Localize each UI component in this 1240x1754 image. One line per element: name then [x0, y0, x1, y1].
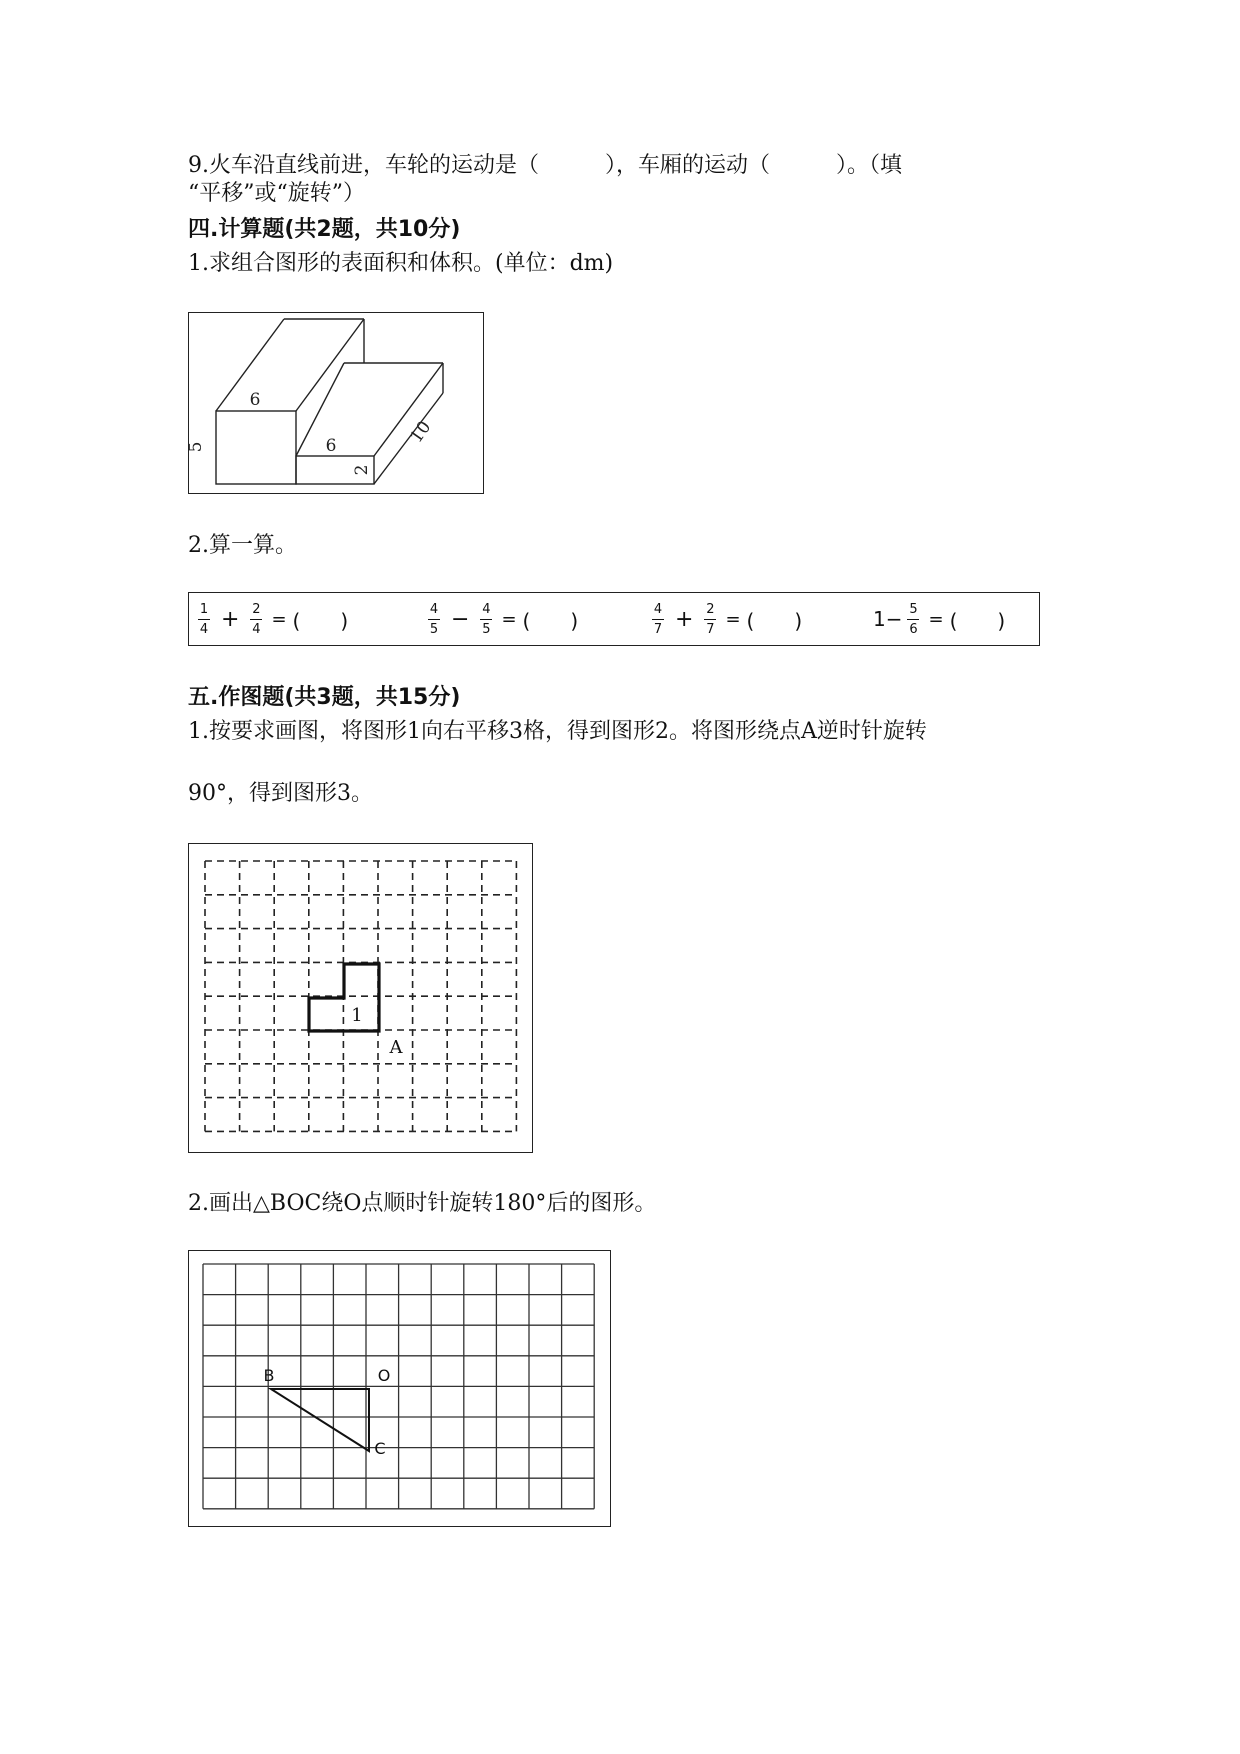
operator: −: [451, 606, 470, 632]
triangle-boc[interactable]: [271, 1389, 369, 1451]
rotation-grid-figure: [188, 1250, 611, 1527]
equals-sign: =: [271, 608, 287, 630]
fraction: $\frac{1}{4}$: [199, 601, 209, 637]
label-c: C: [374, 1439, 386, 1458]
answer-blank[interactable]: ( ): [292, 608, 349, 633]
section5-q1-line1: 1.按要求画图，将图形1向右平移3格，得到图形2。将图形绕点A逆时针旋转: [188, 719, 927, 744]
dim-depth: 10: [406, 417, 436, 447]
answer-blank[interactable]: ( ): [949, 608, 1006, 633]
equation-3: [649, 593, 802, 645]
fraction: $\frac{4}{5}$: [429, 601, 439, 637]
translation-rotation-grid-figure: [188, 843, 533, 1153]
combined-shape-drawing: [186, 313, 485, 495]
equals-sign: =: [928, 608, 944, 630]
equals-sign: =: [725, 608, 741, 630]
fraction: $\frac{2}{4}$: [252, 601, 261, 637]
operator: +: [221, 606, 240, 632]
equals-sign: =: [501, 608, 517, 630]
section4-q1-text: 1.求组合图形的表面积和体积。(单位：dm): [188, 251, 614, 276]
dim-top-right: 6: [325, 436, 337, 456]
label-o: O: [377, 1366, 391, 1385]
section4-q2-text: 2.算一算。: [188, 533, 297, 558]
section4-heading: 四.计算题(共2题，共10分): [188, 217, 461, 242]
dim-top-left: 6: [249, 390, 261, 410]
dim-height-right: 2: [352, 464, 372, 476]
operator: +: [675, 606, 694, 632]
equation-2: [425, 593, 578, 645]
section5-heading: 五.作图题(共3题，共15分): [188, 685, 461, 710]
dashed-grid: [189, 844, 534, 1154]
fraction: $\frac{4}{7}$: [653, 601, 663, 637]
fraction: $\frac{4}{5}$: [482, 601, 491, 637]
equation-4: [873, 593, 1005, 645]
section5-q2-text: 2.画出△BOC绕O点顺时针旋转180°后的图形。: [188, 1191, 657, 1216]
fraction: $\frac{5}{6}$: [909, 601, 918, 637]
answer-blank[interactable]: ( ): [522, 608, 579, 633]
fraction: $\frac{2}{7}$: [706, 601, 715, 637]
solid-grid: [189, 1251, 612, 1528]
combined-shape-figure: [188, 312, 484, 494]
point-a-label: A: [389, 1037, 403, 1058]
answer-blank[interactable]: ( ): [746, 608, 803, 633]
fraction-equations-box: [188, 592, 1040, 646]
q9-line2: “平移”或“旋转”）: [188, 181, 365, 206]
leading-term: 1−: [873, 607, 903, 631]
dim-height-left: 5: [186, 441, 206, 453]
label-b: B: [263, 1366, 275, 1385]
figure-1-label: 1: [351, 1005, 363, 1026]
section5-q1-line2: 90°，得到图形3。: [188, 781, 373, 806]
q9-line1: 9.火车沿直线前进，车轮的运动是（ ），车厢的运动（ ）。（填: [188, 153, 902, 178]
equation-1: [195, 593, 348, 645]
